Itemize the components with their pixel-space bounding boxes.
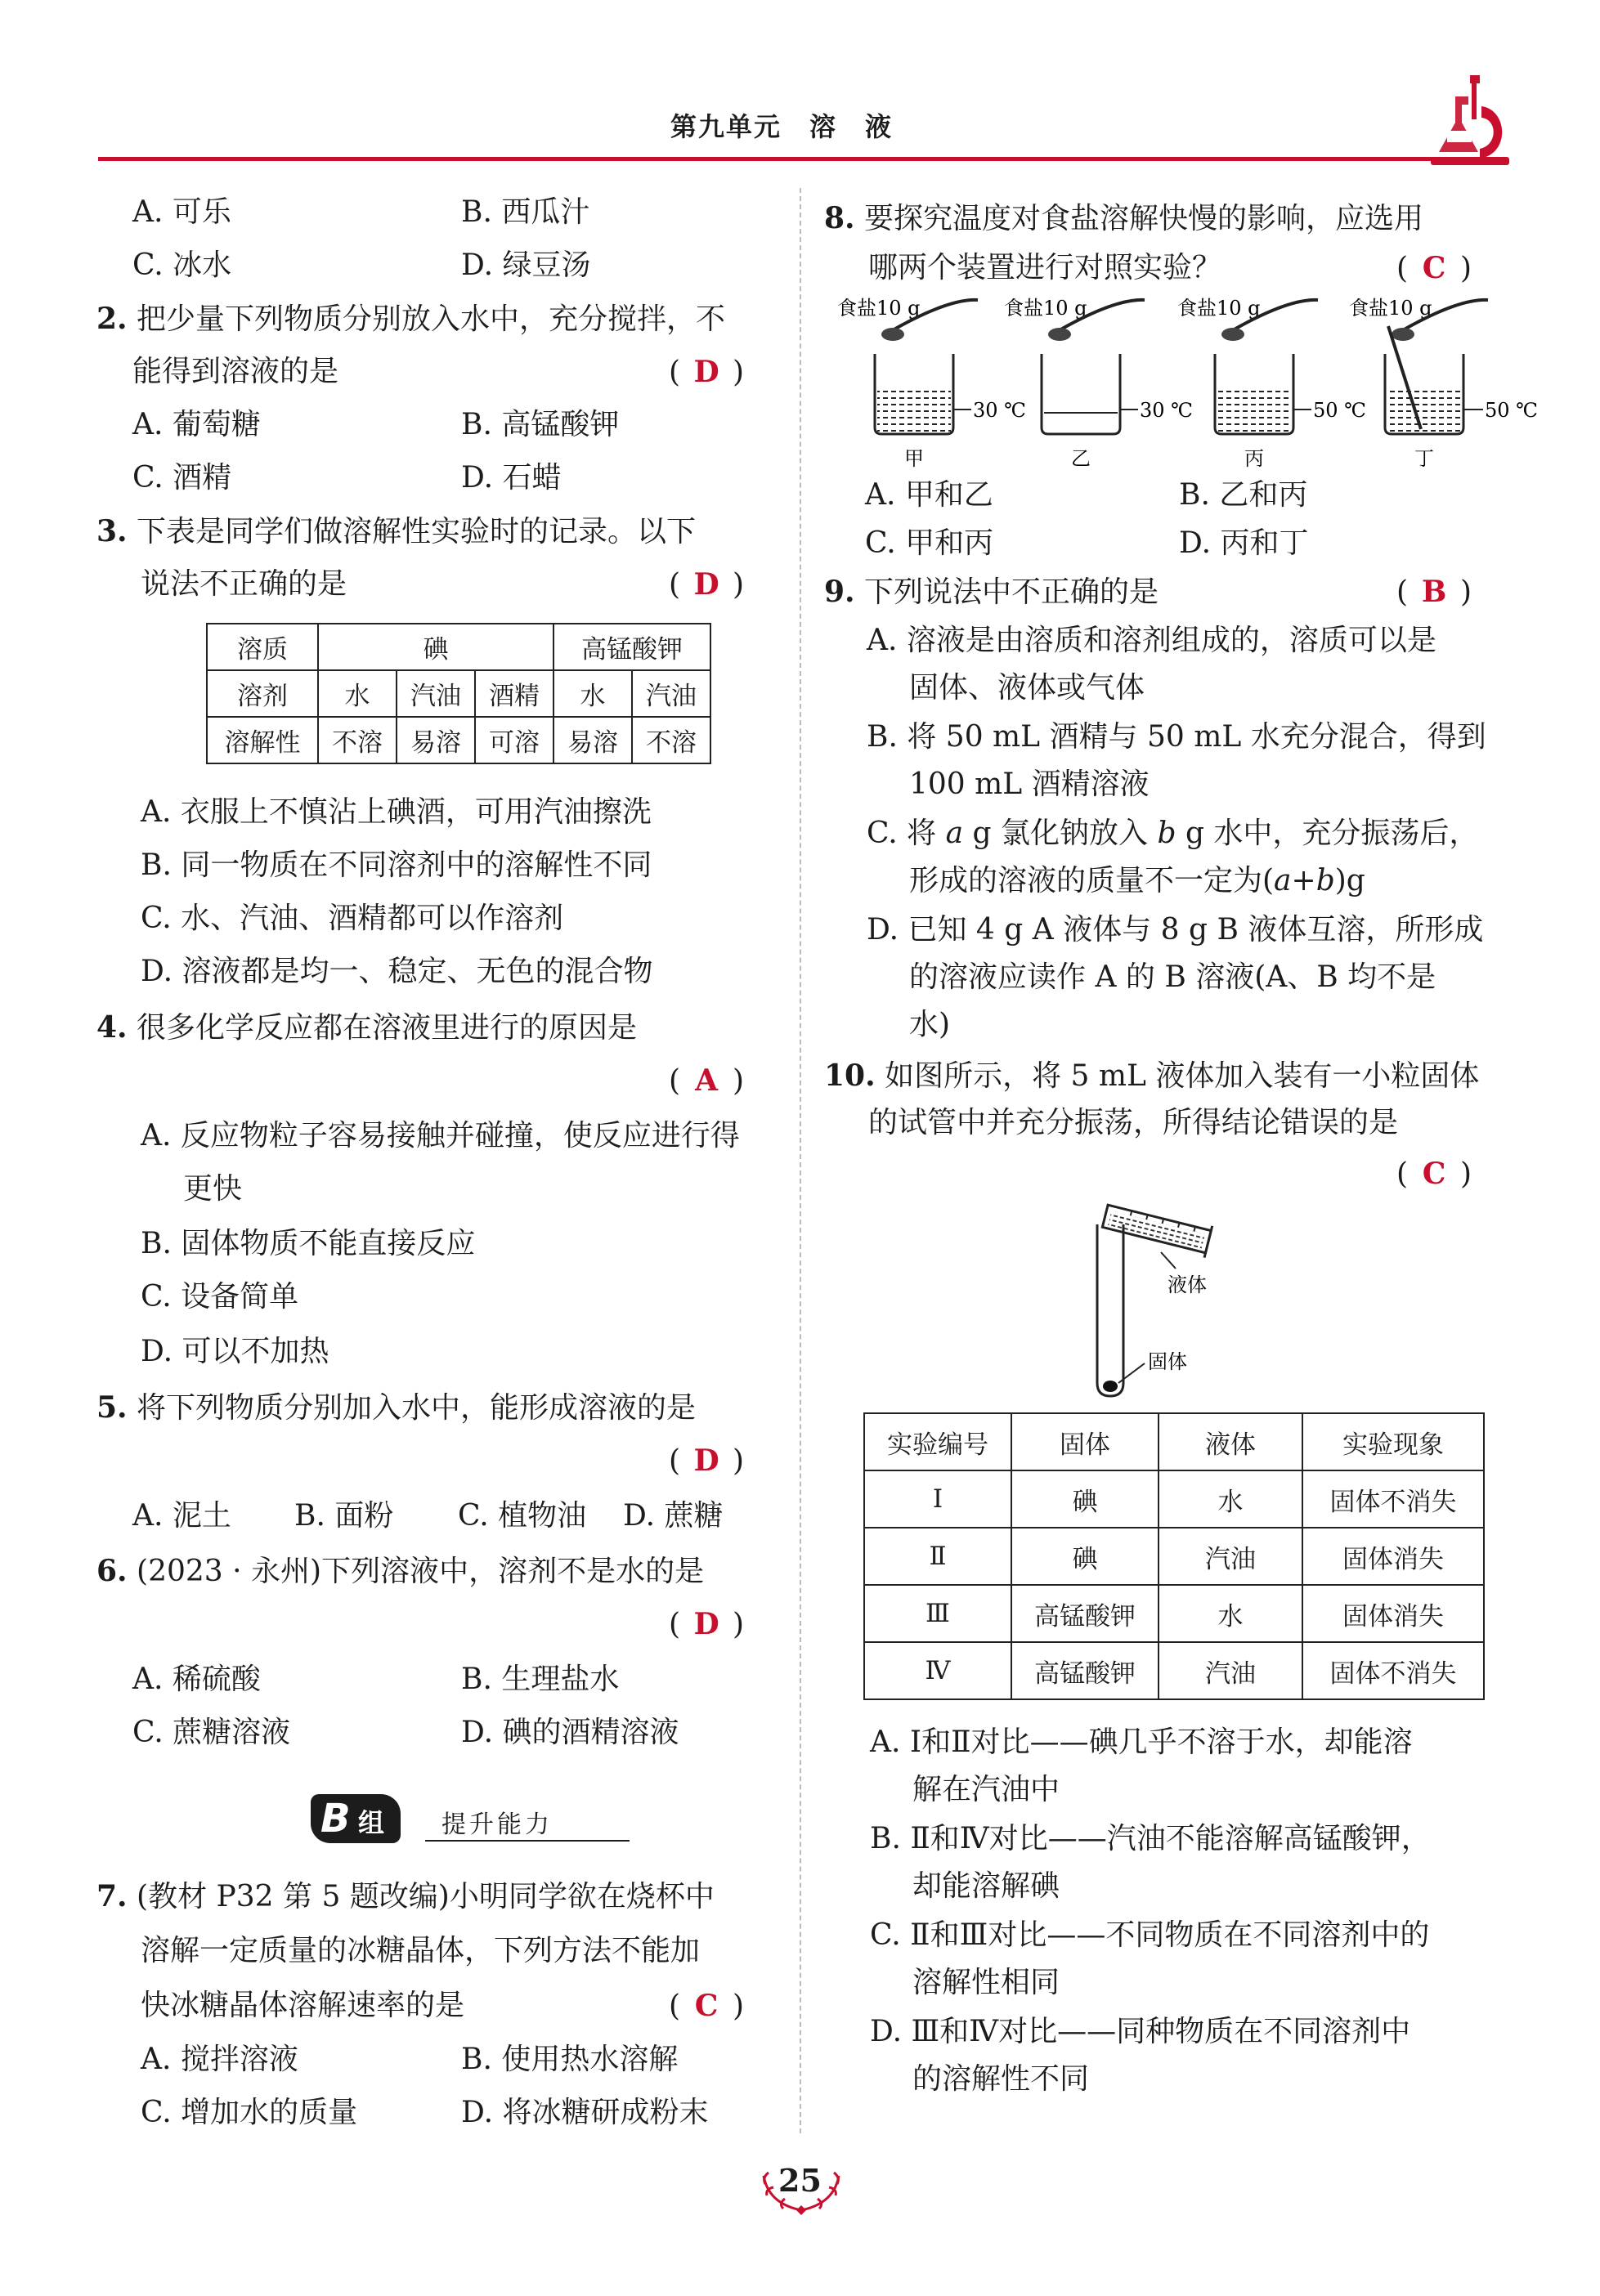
table-cell: 溶质 (207, 624, 318, 670)
q4-answer: ( A ) (669, 1063, 745, 1098)
q3-option-a: A. 衣服上不慎沾上碘酒，可用汽油擦洗 (141, 795, 652, 829)
q5-option-b: B. 面粉 (294, 1499, 394, 1533)
q5-answer: ( D ) (669, 1443, 745, 1478)
temperature-label: 30 ℃ (1140, 399, 1194, 422)
q3-option-d: D. 溶液都是均一、稳定、无色的混合物 (141, 955, 653, 988)
q4-answer-letter: A (695, 1063, 719, 1098)
water-fill (877, 388, 951, 432)
q2-option-d: D. 石蜡 (461, 461, 562, 495)
beaker-ding (1349, 297, 1538, 470)
q10-answer: ( C ) (1396, 1157, 1472, 1191)
group-b-underline (425, 1840, 630, 1842)
q7-option-c: C. 增加水的质量 (141, 2096, 358, 2129)
salt-label: 食盐10 g (1004, 297, 1087, 320)
group-b-subtitle: 提升能力 (441, 1810, 553, 1839)
q6-stem-line1 (96, 1553, 704, 1590)
q10-option-a-line1: A. Ⅰ和Ⅱ对比——碘几乎不溶于水，却能溶 (870, 1725, 1413, 1759)
page-header-title (670, 106, 893, 144)
table-cell: 水 (554, 670, 632, 717)
q3-option-c: C. 水、汽油、酒精都可以作溶剂 (141, 902, 564, 935)
q9-answer: ( B ) (1396, 575, 1472, 609)
text-run: g 氯化钠放入 (963, 817, 1158, 850)
q1-option-a: A. 可乐 (132, 195, 231, 229)
q10-option-b-line2: 却能溶解碘 (912, 1869, 1060, 1903)
q6-number: 6. (96, 1554, 128, 1588)
beaker-label: 乙 (1071, 447, 1091, 470)
q3-stem-text: 下表是同学们做溶解性实验时的记录。以下 (137, 515, 697, 548)
table-cell: 不溶 (318, 717, 397, 763)
q4-number: 4. (96, 1010, 128, 1045)
q6-answer-letter: D (693, 1607, 719, 1641)
salt-pile (881, 328, 904, 341)
table-cell: Ⅰ (864, 1470, 1011, 1528)
table-cell: 高锰酸钾 (1011, 1585, 1159, 1642)
q1-option-c: C. 冰水 (132, 248, 232, 282)
table-cell: 汽油 (397, 670, 475, 717)
q2-stem-line1 (96, 301, 725, 338)
q4-option-b: B. 固体物质不能直接反应 (141, 1227, 476, 1260)
table-cell: 水 (1159, 1470, 1302, 1528)
q3-stem-line1 (96, 513, 696, 550)
temperature-label: 30 ℃ (973, 399, 1027, 422)
q8-beaker-diagram (826, 290, 1562, 470)
q9-option-d-line1: D. 已知 4 g A 液体与 8 g B 液体互溶，所形成 (867, 913, 1484, 947)
beaker-icon (1042, 354, 1120, 434)
q1-option-b: B. 西瓜汁 (461, 195, 590, 229)
q6-option-d: D. 碘的酒精溶液 (461, 1716, 679, 1749)
table-cell: Ⅱ (864, 1528, 1011, 1585)
q2-stem-line2: 能得到溶液的是 (132, 355, 339, 388)
q8-stem-line1 (824, 200, 1423, 237)
q8-option-d: D. 丙和丁 (1179, 526, 1309, 560)
q8-option-c: C. 甲和丙 (865, 526, 994, 560)
table-cell: 可溶 (475, 717, 554, 763)
q5-stem-line1 (96, 1390, 696, 1426)
table-header-cell: 固体 (1011, 1413, 1159, 1470)
q8-answer-letter: C (1422, 251, 1446, 285)
text-run: g 水中，充分振荡后， (1176, 817, 1479, 850)
table-cell: 易溶 (397, 717, 475, 763)
q8-option-a: A. 甲和乙 (865, 478, 993, 512)
q3-option-b: B. 同一物质在不同溶剂中的溶解性不同 (141, 848, 652, 882)
table-cell: 固体不消失 (1302, 1470, 1484, 1528)
temperature-label: 50 ℃ (1313, 399, 1367, 422)
salt-pile (1048, 328, 1071, 341)
q7-option-d: D. 将冰糖研成粉末 (461, 2096, 709, 2129)
table-cell: Ⅳ (864, 1642, 1011, 1699)
table-cell: 汽油 (632, 670, 710, 717)
q8-number: 8. (824, 201, 855, 235)
beaker-label: 丁 (1414, 447, 1434, 470)
q9-option-b-line2: 100 mL 酒精溶液 (909, 768, 1150, 801)
table-cell: 易溶 (554, 717, 632, 763)
q7-answer-letter: C (694, 1989, 719, 2023)
q10-option-d-line2: 的溶解性不同 (912, 2062, 1090, 2096)
q9-number: 9. (824, 575, 855, 609)
table-header-cell: 实验现象 (1302, 1413, 1484, 1470)
text-run: C. 将 (867, 817, 946, 850)
q2-number: 2. (96, 302, 128, 336)
q10-option-c-line1: C. Ⅱ和Ⅲ对比——不同物质在不同溶剂中的 (870, 1918, 1430, 1952)
q10-experiment-table (863, 1412, 1485, 1700)
salt-pile (1221, 328, 1244, 341)
q4-option-a-line1: A. 反应物粒子容易接触并碰撞，使反应进行得 (141, 1119, 740, 1152)
table-cell: 不溶 (632, 717, 710, 763)
q4-option-d: D. 可以不加热 (141, 1335, 329, 1368)
q3-stem-line2: 说法不正确的是 (141, 567, 347, 601)
var-a: a (1274, 864, 1292, 897)
microscope-flask-logo-icon (1423, 72, 1513, 168)
q5-number: 5. (96, 1390, 128, 1425)
q9-option-c-line1 (867, 816, 1478, 852)
table-cell: 碘 (1011, 1528, 1159, 1585)
header-rule (98, 157, 1488, 161)
var-a: a (945, 817, 964, 850)
q9-option-d-line2: 的溶液应读作 A 的 B 溶液(A、B 均不是 (909, 960, 1436, 994)
var-b: b (1315, 864, 1335, 897)
q3-answer-letter: D (693, 567, 719, 602)
q7-option-b: B. 使用热水溶解 (461, 2043, 679, 2076)
table-cell: 固体不消失 (1302, 1642, 1484, 1699)
q2-answer-letter: D (693, 355, 719, 389)
q7-option-a: A. 搅拌溶液 (141, 2043, 298, 2076)
water-fill (1387, 388, 1461, 432)
q1-option-d: D. 绿豆汤 (461, 248, 591, 282)
q8-stem-line2: 哪两个装置进行对照实验？ (868, 251, 1222, 284)
q7-answer: ( C ) (669, 1989, 745, 2023)
beaker-bing (1177, 297, 1366, 470)
q10-stem-text: 如图所示，将 5 mL 液体加入装有一小粒固体 (885, 1059, 1480, 1093)
text-run: )g (1334, 864, 1365, 897)
liquid-leader-line (1161, 1252, 1176, 1269)
q3-answer: ( D ) (669, 567, 745, 602)
salt-label: 食盐10 g (1177, 297, 1261, 320)
table-cell: 碘 (1011, 1470, 1159, 1528)
solid-label: 固体 (1148, 1350, 1187, 1373)
q10-stem-line2: 的试管中并充分振荡，所得结论错误的是 (868, 1106, 1399, 1139)
q2-answer: ( D ) (669, 355, 745, 389)
header-word-2: 液 (865, 111, 894, 142)
water-fill (1217, 388, 1291, 432)
q7-stem-line1 (96, 1878, 715, 1915)
q9-stem-line1 (824, 574, 1159, 611)
q10-option-b-line1: B. Ⅱ和Ⅳ对比——汽油不能溶解高锰酸钾， (870, 1822, 1431, 1855)
text-run: 形成的溶液的质量不一定为( (909, 864, 1275, 897)
q10-answer-letter: C (1422, 1157, 1446, 1191)
table-cell: 高锰酸钾 (554, 624, 710, 670)
q3-number: 3. (96, 514, 128, 548)
q7-number: 7. (96, 1879, 128, 1913)
q5-stem-text: 将下列物质分别加入水中，能形成溶液的是 (137, 1391, 697, 1425)
q6-option-b: B. 生理盐水 (461, 1663, 620, 1696)
q9-stem-text: 下列说法中不正确的是 (864, 575, 1159, 609)
table-header-cell: 实验编号 (864, 1413, 1011, 1470)
q5-option-d: D. 蔗糖 (623, 1499, 724, 1533)
q8-answer: ( C ) (1396, 251, 1472, 285)
table-cell: 溶解性 (207, 717, 318, 763)
plus-sign: + (1291, 864, 1316, 897)
table-cell: 高锰酸钾 (1011, 1642, 1159, 1699)
q9-option-b-line1: B. 将 50 mL 酒精与 50 mL 水充分混合，得到 (867, 720, 1486, 754)
q6-stem-text: (2023 · 永州)下列溶液中，溶剂不是水的是 (137, 1555, 705, 1588)
q2-stem-text: 把少量下列物质分别放入水中，充分搅拌，不 (137, 302, 726, 336)
q4-option-c: C. 设备简单 (141, 1280, 299, 1314)
beaker-jia (837, 297, 1026, 470)
table-cell: 水 (318, 670, 397, 717)
q10-option-d-line1: D. Ⅲ和Ⅳ对比——同种物质在不同溶剂中 (870, 2015, 1411, 2048)
q10-stem-line1 (824, 1058, 1479, 1094)
q2-option-c: C. 酒精 (132, 461, 232, 495)
q2-option-b: B. 高锰酸钾 (461, 408, 620, 441)
salt-pile (1392, 328, 1414, 341)
q5-option-c: C. 植物油 (458, 1499, 587, 1533)
q4-option-a-line2: 更快 (183, 1172, 243, 1206)
q6-option-c: C. 蔗糖溶液 (132, 1716, 291, 1749)
table-cell: 固体消失 (1302, 1585, 1484, 1642)
page-number: 25 (778, 2162, 822, 2199)
column-divider (800, 188, 801, 2133)
q4-stem-text: 很多化学反应都在溶液里进行的原因是 (137, 1011, 638, 1045)
q9-answer-letter: B (1421, 575, 1447, 609)
test-tube-icon (1097, 1224, 1123, 1396)
table-header-cell: 液体 (1159, 1413, 1302, 1470)
group-b-badge (311, 1794, 401, 1843)
table-cell: 碘 (318, 624, 554, 670)
q10-test-tube-diagram (1079, 1193, 1324, 1406)
q6-answer: ( D ) (669, 1607, 745, 1641)
q9-option-c-line2 (909, 863, 1365, 899)
liquid-label: 液体 (1168, 1273, 1207, 1296)
q8-stem-text: 要探究温度对食盐溶解快慢的影响，应选用 (864, 202, 1424, 235)
unit-name: 第九单元 (670, 111, 782, 142)
q9-option-d-line3: 水) (909, 1008, 951, 1041)
q2-option-a: A. 葡萄糖 (132, 408, 261, 441)
table-cell: 酒精 (475, 670, 554, 717)
q5-answer-letter: D (693, 1443, 719, 1478)
q8-option-b: B. 乙和丙 (1179, 478, 1308, 512)
table-cell: 固体消失 (1302, 1528, 1484, 1585)
q6-option-a: A. 稀硫酸 (132, 1663, 261, 1696)
q10-option-c-line2: 溶解性相同 (912, 1966, 1060, 1999)
table-cell: 汽油 (1159, 1528, 1302, 1585)
group-b-letter: B (320, 1796, 351, 1842)
q7-stem-line2: 溶解一定质量的冰糖晶体，下列方法不能加 (141, 1934, 701, 1967)
graduated-cylinder-icon (1101, 1200, 1212, 1257)
group-b-zu: 组 (358, 1807, 385, 1838)
q9-option-a-line2: 固体、液体或气体 (909, 671, 1145, 705)
temperature-label: 50 ℃ (1485, 399, 1539, 422)
q7-stem-line3: 快冰糖晶体溶解速率的是 (141, 1989, 465, 2022)
beaker-yi (1004, 297, 1193, 470)
table-cell: 汽油 (1159, 1642, 1302, 1699)
q7-stem-text: (教材 P32 第 5 题改编)小明同学欲在烧杯中 (137, 1880, 715, 1913)
q4-stem-line1 (96, 1009, 637, 1046)
header-word-1: 溶 (809, 111, 838, 142)
table-cell: 溶剂 (207, 670, 318, 717)
var-b: b (1157, 817, 1176, 850)
q10-option-a-line2: 解在汽油中 (912, 1773, 1060, 1806)
q3-solubility-table (206, 623, 711, 764)
beaker-label: 甲 (904, 447, 924, 470)
q10-number: 10. (824, 1058, 876, 1093)
beaker-label: 丙 (1244, 447, 1264, 470)
salt-label: 食盐10 g (1349, 297, 1432, 320)
table-cell: 水 (1159, 1585, 1302, 1642)
salt-label: 食盐10 g (837, 297, 921, 320)
solid-particle (1103, 1381, 1118, 1392)
q9-option-a-line1: A. 溶液是由溶质和溶剂组成的，溶质可以是 (867, 624, 1436, 657)
q5-option-a: A. 泥土 (132, 1499, 231, 1533)
table-cell: Ⅲ (864, 1585, 1011, 1642)
